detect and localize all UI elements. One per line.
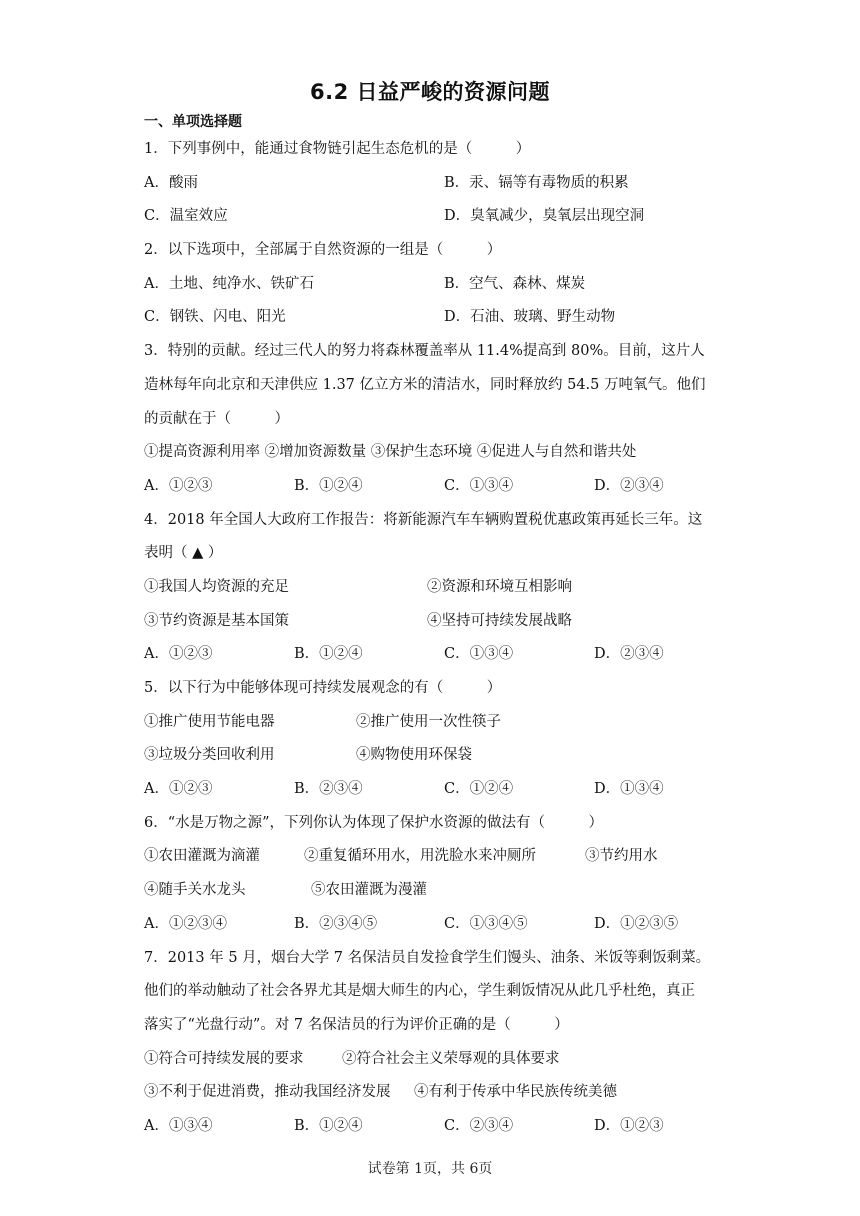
question-7-statements-row-2 xyxy=(144,1076,724,1110)
question-5-statements-row-2 xyxy=(144,739,724,773)
option-d: D．①②③⑤ xyxy=(594,915,679,932)
statement-3: ③垃圾分类回收利用 xyxy=(144,747,275,764)
question-7-statements-row-1 xyxy=(144,1043,724,1077)
statement-4: ④坚持可持续发展战略 xyxy=(427,612,572,629)
question-4-statements-row-2 xyxy=(144,605,724,639)
statement-2: ②资源和环境互相影响 xyxy=(427,578,572,595)
question-7-options xyxy=(144,1110,724,1144)
option-d: D．①②③ xyxy=(594,1117,664,1134)
statement-3: ③不利于促进消费，推动我国经济发展 xyxy=(144,1084,391,1101)
option-b: B．②③④ xyxy=(294,781,363,798)
statement-1: ①农田灌溉为滴灌 xyxy=(144,848,260,865)
question-5-options xyxy=(144,773,724,807)
option-b: B．①②④ xyxy=(294,1117,363,1134)
question-6-options xyxy=(144,908,724,942)
statement-4: ④购物使用环保袋 xyxy=(356,747,472,764)
question-6-statements-row-2 xyxy=(144,874,724,908)
question-2-options-row-2 xyxy=(144,301,724,335)
question-5-stem: 5．以下行为中能够体现可持续发展观念的有（ ） xyxy=(144,680,502,696)
option-d: D．石油、玻璃、野生动物 xyxy=(444,309,616,326)
option-a: A．酸雨 xyxy=(144,174,198,191)
option-a: A．①③④ xyxy=(144,1117,213,1134)
question-7-stem-line-1: 7．2013 年 5 月，烟台大学 7 名保洁员自发捡食学生们馒头、油条、米饭等剩饭剩菜。 xyxy=(144,949,711,966)
option-c: C．①③④ xyxy=(444,477,514,494)
question-4-statements-row-1 xyxy=(144,571,724,605)
section-heading: 一、单项选择题 xyxy=(144,114,242,130)
question-5-statements-row-1 xyxy=(144,706,724,740)
question-6-statements-row-1 xyxy=(144,840,724,874)
statement-2: ②符合社会主义荣辱观的具体要求 xyxy=(342,1050,560,1067)
question-4-options xyxy=(144,638,724,672)
question-4-stem-line-1: 4．2018 年全国人大政府工作报告：将新能源汽车车辆购置税优惠政策再延长三年。这 xyxy=(144,511,703,528)
question-6-stem: 6．“水是万物之源”，下列你认为体现了保护水资源的做法有（ ） xyxy=(144,814,604,831)
question-list xyxy=(144,111,724,1144)
option-d: D．臭氧减少，臭氧层出现空洞 xyxy=(444,208,645,225)
option-b: B．空气、森林、煤炭 xyxy=(444,275,586,292)
statement-2: ②推广使用一次性筷子 xyxy=(356,713,501,730)
option-b: B．②③④⑤ xyxy=(294,915,378,932)
option-c: C．①②④ xyxy=(444,781,514,798)
option-d: D．②③④ xyxy=(594,646,664,663)
statement-4: ④有利于传承中华民族传统美德 xyxy=(414,1084,617,1101)
question-3-stem-line-1: 3．特别的贡献。经过三代人的努力将森林覆盖率从 11.4%提高到 80%。目前，这片人 xyxy=(144,343,705,360)
question-1-stem: 1．下列事例中，能通过食物链引起生态危机的是（ ） xyxy=(144,141,531,157)
statement-1: ①我国人均资源的充足 xyxy=(144,578,289,595)
option-c: C．钢铁、闪电、阳光 xyxy=(144,309,286,326)
question-2-options-row-1 xyxy=(144,268,724,302)
option-c: C．①③④ xyxy=(444,646,514,663)
option-a: A．①②③④ xyxy=(144,915,227,932)
option-a: A．①②③ xyxy=(144,646,213,663)
option-d: D．②③④ xyxy=(594,477,664,494)
statement-1: ①推广使用节能电器 xyxy=(144,713,275,730)
option-b: B．汞、镉等有毒物质的积累 xyxy=(444,174,629,191)
statement-3: ③节约资源是基本国策 xyxy=(144,612,289,629)
page-title: 6.2 日益严峻的资源问题 xyxy=(309,80,550,104)
option-a: A．土地、纯净水、铁矿石 xyxy=(144,275,314,292)
option-d: D．①③④ xyxy=(594,781,664,798)
question-3-stem-line-2: 造林每年向北京和天津供应 1.37 亿立方米的清洁水，同时释放约 54.5 万吨氧气。他们 xyxy=(144,376,706,393)
page-footer: 试卷第 1页，共 6页 xyxy=(367,1161,493,1177)
statement-2: ②重复循环用水，用洗脸水来冲厕所 xyxy=(304,848,536,865)
statement-5: ⑤农田灌溉为漫灌 xyxy=(311,882,427,899)
question-1-options-row-1 xyxy=(144,167,724,201)
question-1-options-row-2 xyxy=(144,200,724,234)
question-3-statements: ①提高资源利用率 ②增加资源数量 ③保护生态环境 ④促进人与自然和谐共处 xyxy=(144,444,637,461)
question-7-stem-line-2: 他们的举动触动了社会各界尤其是烟大师生的内心，学生剩饭情况从此几乎杜绝，真正 xyxy=(144,983,695,1000)
question-3-stem-line-3: 的贡献在于（ ） xyxy=(144,410,289,427)
question-2-stem: 2．以下选项中，全部属于自然资源的一组是（ ） xyxy=(144,242,502,259)
option-a: A．①②③ xyxy=(144,477,213,494)
statement-4: ④随手关水龙头 xyxy=(144,882,246,899)
question-4-stem-line-2: 表明（ ▲ ） xyxy=(144,545,223,562)
option-b: B．①②④ xyxy=(294,646,363,663)
statement-1: ①符合可持续发展的要求 xyxy=(144,1050,304,1067)
statement-3: ③节约用水 xyxy=(585,848,658,865)
option-a: A．①②③ xyxy=(144,781,213,798)
question-7-stem-line-3: 落实了“光盘行动”。对 7 名保洁员的行为评价正确的是（ ） xyxy=(144,1016,569,1033)
option-c: C．温室效应 xyxy=(144,208,228,225)
question-3-options xyxy=(144,470,724,504)
option-c: C．②③④ xyxy=(444,1117,514,1134)
option-c: C．①③④⑤ xyxy=(444,915,528,932)
option-b: B．①②④ xyxy=(294,477,363,494)
